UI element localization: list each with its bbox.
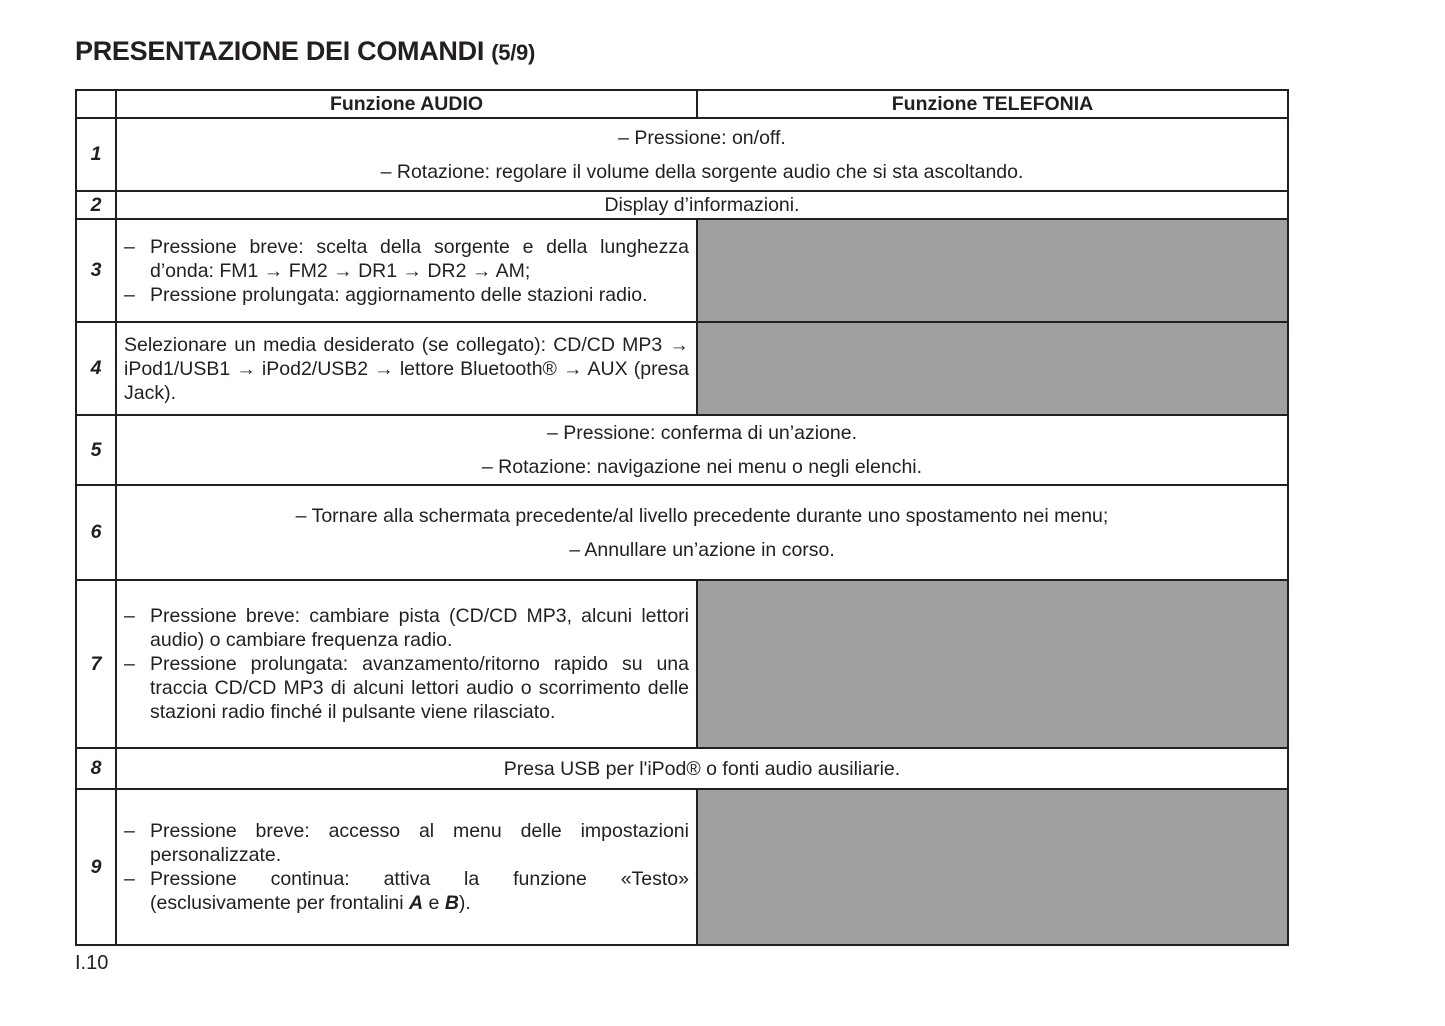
faceplate-b: B	[444, 892, 459, 914]
telephony-empty-cell	[697, 219, 1288, 322]
list-item: – Pressione breve: scelta della sorgente e della lunghezza d’onda: FM1 → FM2 → DR1 → DR2 → AM;	[124, 235, 689, 282]
table-row	[76, 748, 1288, 789]
table-row	[76, 191, 1288, 219]
table-row	[76, 118, 1288, 191]
telephony-empty-cell	[697, 322, 1288, 415]
list-item: – Pressione prolungata: avanzamento/ritorno rapido su una traccia CD/CD MP3 di alcuni lettori audio o scorrimento delle stazioni radio finché il pulsante viene rilasciato.	[124, 653, 689, 723]
list-item: – Pressione prolungata: aggiornamento delle stazioni radio.	[124, 283, 648, 306]
list-item: – Pressione continua: attiva la funzione «Testo» (esclusivamente per frontalini A e B).	[124, 868, 689, 914]
shared-function	[116, 415, 1288, 485]
telephony-empty-cell	[697, 580, 1288, 748]
table-row	[76, 485, 1288, 580]
item-text: Pressione prolungata: avanzamento/ritorno rapido su una traccia CD/CD MP3 di alcuni lettori audio o scorrimento delle stazioni radio finché il pulsante viene rilasciato.	[150, 653, 689, 723]
audio-function	[116, 219, 697, 322]
row-number: 5	[76, 415, 116, 485]
page-indicator: (5/9)	[491, 40, 535, 65]
faceplate-a: A	[409, 892, 424, 914]
item-text: Pressione breve: scelta della sorgente e della lunghezza d’onda: FM1 → FM2 → DR1 → DR2 → AM;	[150, 235, 689, 282]
item-text: Pressione continua: attiva la funzione «Testo» (esclusivamente per frontalini	[150, 868, 689, 914]
row-number: 8	[76, 748, 116, 789]
page-number: I.10	[75, 952, 109, 974]
row-number: 9	[76, 789, 116, 945]
line: – Pressione: conferma di un’azione.	[546, 422, 857, 444]
header-audio: Funzione AUDIO	[116, 90, 697, 118]
audio-function	[116, 580, 697, 748]
line: – Rotazione: regolare il volume della sorgente audio che si sta ascoltando.	[380, 160, 1024, 183]
line: – Annullare un’azione in corso.	[569, 538, 835, 561]
table-row	[76, 322, 1288, 415]
header-telephony: Funzione TELEFONIA	[697, 90, 1288, 118]
table-row	[76, 789, 1288, 945]
table-row	[76, 415, 1288, 485]
row-number: 3	[76, 219, 116, 322]
item-text: Pressione prolungata: aggiornamento delle stazioni radio.	[150, 283, 648, 306]
item-text: Selezionare un media desiderato (se collegato): CD/CD MP3 → iPod1/USB1 → iPod2/USB2 → lettore Bluetooth® → AUX (presa Jack).	[124, 333, 689, 404]
page-title	[75, 36, 535, 67]
item-text: Pressione breve: accesso al menu delle impostazioni personalizzate.	[150, 820, 689, 866]
audio-function	[116, 789, 697, 945]
row-number: 6	[76, 485, 116, 580]
list-item: – Pressione breve: cambiare pista (CD/CD MP3, alcuni lettori audio) o cambiare frequenza radio.	[124, 605, 689, 651]
table-header-row	[76, 90, 1288, 118]
table-row	[76, 219, 1288, 322]
line: Presa USB per l'iPod® o fonti audio ausiliarie.	[503, 757, 901, 780]
line: – Pressione: on/off.	[618, 126, 786, 149]
row-number: 1	[76, 118, 116, 191]
item-text: e	[423, 892, 445, 914]
shared-function	[116, 191, 1288, 219]
header-number	[76, 90, 116, 118]
row-number: 2	[76, 191, 116, 219]
list-item: – Pressione breve: accesso al menu delle impostazioni personalizzate.	[124, 820, 689, 866]
row-number: 7	[76, 580, 116, 748]
shared-function	[116, 748, 1288, 789]
audio-function	[116, 322, 697, 415]
row-number: 4	[76, 322, 116, 415]
line: Display d’informazioni.	[604, 194, 800, 216]
item-text: ).	[458, 892, 471, 914]
shared-function	[116, 118, 1288, 191]
line: – Tornare alla schermata precedente/al livello precedente durante uno spostamento nei menu;	[295, 504, 1109, 527]
item-text: Pressione breve: cambiare pista (CD/CD MP3, alcuni lettori audio) o cambiare frequenza radio.	[150, 605, 689, 651]
telephony-empty-cell	[697, 789, 1288, 945]
controls-table	[75, 89, 1289, 946]
title-main: PRESENTAZIONE DEI COMANDI	[75, 36, 485, 66]
line: – Rotazione: navigazione nei menu o negli elenchi.	[481, 456, 923, 478]
table-row	[76, 580, 1288, 748]
shared-function	[116, 485, 1288, 580]
